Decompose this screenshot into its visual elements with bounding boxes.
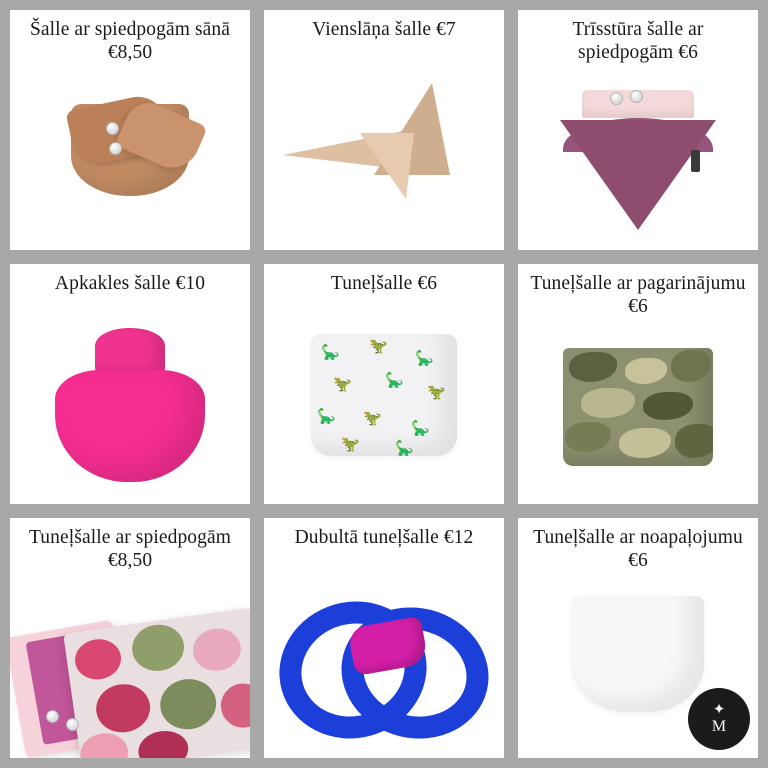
product-tile[interactable] bbox=[518, 264, 758, 504]
snap-button-icon bbox=[106, 122, 119, 135]
product-caption: Tuneļšalle ar noapaļojumu €6 bbox=[533, 527, 743, 571]
tube-body bbox=[311, 334, 457, 456]
flower-motif bbox=[129, 622, 187, 675]
camo-blob bbox=[675, 424, 713, 458]
brand-tag bbox=[691, 150, 700, 172]
brand-watermark bbox=[688, 688, 750, 750]
camo-blob bbox=[581, 388, 635, 418]
dinosaur-icon: 🦖 bbox=[363, 411, 382, 428]
product-image-tunnel-scarf-rounded bbox=[518, 572, 758, 758]
product-caption: Trīsstūra šalle ar spiedpogām €6 bbox=[572, 19, 704, 63]
camo-blob bbox=[625, 358, 667, 384]
product-tile[interactable] bbox=[518, 518, 758, 758]
dinosaur-icon: 🦕 bbox=[385, 373, 404, 390]
product-image-single-layer-scarf bbox=[264, 41, 504, 250]
product-image-tunnel-scarf-extension bbox=[518, 318, 758, 504]
product-image-double-tunnel-scarf bbox=[264, 549, 504, 758]
product-tile[interactable] bbox=[264, 264, 504, 504]
dinosaur-icon: 🦕 bbox=[317, 409, 336, 426]
flower-motif bbox=[93, 681, 153, 736]
product-image-tunnel-scarf bbox=[264, 295, 504, 504]
product-caption: Tuneļšalle €6 bbox=[330, 273, 438, 294]
snap-button-icon bbox=[610, 92, 623, 105]
camo-blob bbox=[619, 428, 671, 458]
product-caption: Vienslāņa šalle €7 bbox=[312, 19, 456, 40]
scarf-floral-panel bbox=[64, 608, 250, 758]
snap-button-icon bbox=[66, 718, 79, 731]
snap-button-icon bbox=[46, 710, 59, 723]
product-image-collar-scarf bbox=[10, 295, 250, 504]
dinosaur-icon: 🦕 bbox=[411, 421, 430, 438]
dinosaur-icon: 🦕 bbox=[415, 351, 434, 368]
snap-button-icon bbox=[109, 142, 122, 155]
product-image-triangle-snap-scarf bbox=[518, 64, 758, 250]
product-image-snap-side-scarf bbox=[10, 64, 250, 250]
brand-initial: M bbox=[711, 717, 727, 735]
tube-body bbox=[572, 596, 704, 712]
product-tile[interactable] bbox=[518, 10, 758, 250]
scarf-triangle bbox=[560, 120, 716, 230]
dinosaur-icon: 🦕 bbox=[321, 345, 340, 362]
product-caption: Apkakles šalle €10 bbox=[54, 273, 206, 294]
infinity-scarf bbox=[279, 594, 489, 714]
tube-body bbox=[563, 348, 713, 466]
camo-blob bbox=[569, 352, 617, 382]
dinosaur-icon: 🦖 bbox=[427, 385, 446, 402]
product-caption: Šalle ar spiedpogām sānā €8,50 bbox=[29, 19, 231, 63]
camo-blob bbox=[671, 350, 711, 382]
flower-motif bbox=[136, 728, 191, 758]
diamond-icon: ✦ bbox=[712, 701, 726, 718]
dinosaur-icon: 🦖 bbox=[369, 339, 388, 356]
flower-motif bbox=[191, 626, 244, 674]
snap-button-icon bbox=[630, 90, 643, 103]
collar-neck bbox=[95, 328, 165, 374]
camo-blob bbox=[565, 422, 611, 452]
product-tile[interactable] bbox=[264, 10, 504, 250]
dinosaur-icon: 🦕 bbox=[395, 441, 414, 457]
flower-motif bbox=[218, 681, 250, 731]
product-caption: Tuneļšalle ar pagarinājumu €6 bbox=[530, 273, 746, 317]
product-tile[interactable] bbox=[10, 518, 250, 758]
product-tile[interactable] bbox=[10, 10, 250, 250]
dinosaur-icon: 🦖 bbox=[333, 377, 352, 394]
dinosaur-icon: 🦖 bbox=[341, 437, 360, 454]
camo-blob bbox=[643, 392, 693, 420]
flower-motif bbox=[73, 637, 124, 683]
flower-motif bbox=[157, 676, 219, 733]
flower-motif bbox=[78, 731, 131, 758]
product-caption: Tuneļšalle ar spiedpogām €8,50 bbox=[28, 527, 232, 571]
product-tile[interactable] bbox=[264, 518, 504, 758]
collar-body bbox=[55, 370, 205, 482]
product-image-tunnel-scarf-snaps bbox=[10, 572, 250, 758]
scarf-fold-lower bbox=[360, 133, 414, 199]
product-caption: Dubultā tuneļšalle €12 bbox=[294, 527, 474, 548]
product-tile[interactable] bbox=[10, 264, 250, 504]
